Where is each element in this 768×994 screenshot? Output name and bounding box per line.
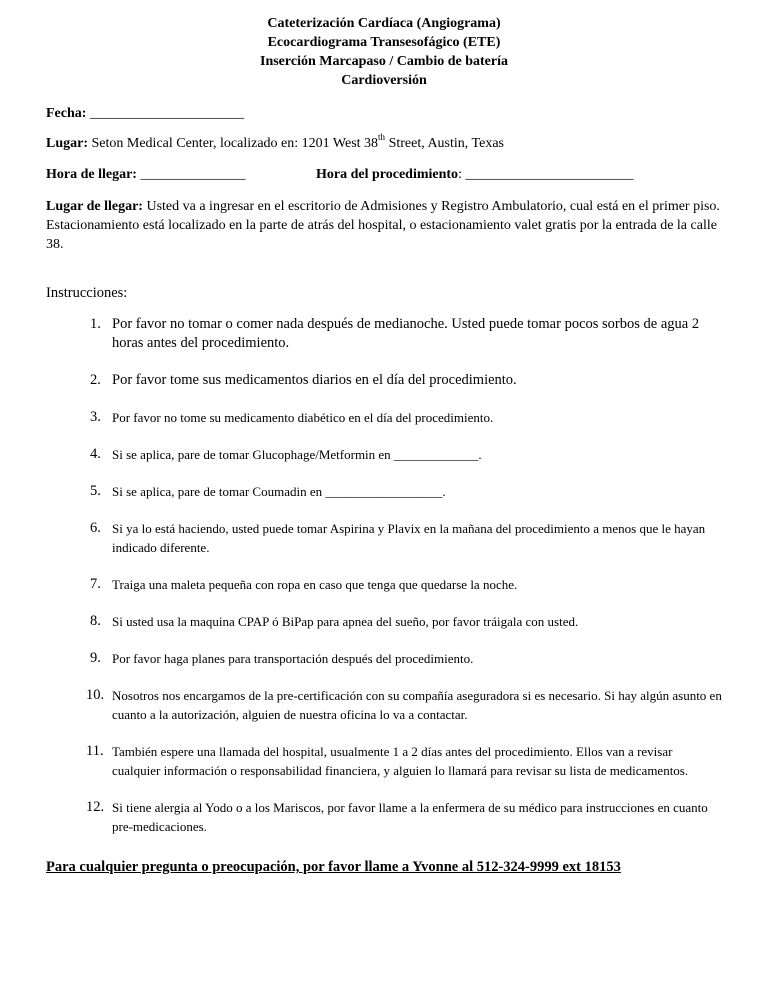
list-item — [46, 686, 722, 724]
item-text: Si se aplica, pare de tomar Glucophage/Metformin en _____________. — [112, 447, 482, 462]
item-text: Traiga una maleta pequeña con ropa en caso que tenga que quedarse la noche. — [112, 577, 518, 592]
list-item — [46, 649, 722, 668]
item-number: 6. — [90, 520, 101, 536]
location-sup: th — [378, 132, 386, 143]
time-row — [46, 165, 722, 184]
item-text: Si ya lo está haciendo, usted puede tomar Aspirina y Plavix en la mañana del procedimiento a menos que le hayan indicado diferente. — [112, 521, 706, 555]
arrival-place-label: Lugar de llegar: — [46, 199, 143, 214]
item-text: Por favor no tomar o comer nada después de medianoche. Usted puede tomar pocos sorbos de agua 2 horas antes del procedimiento. — [112, 316, 700, 351]
item-number: 3. — [90, 409, 101, 425]
item-text: Por favor tome sus medicamentos diarios en el día del procedimiento. — [112, 372, 517, 388]
item-number: 11. — [86, 743, 104, 759]
list-item — [46, 371, 722, 390]
title-pacemaker: Inserción Marcapaso / Cambio de batería — [260, 54, 508, 69]
item-number: 2. — [90, 372, 101, 388]
item-text: También espere una llamada del hospital, usualmente 1 a 2 días antes del procedimiento. Ellos van a revisar cualquier información o responsabilidad financiera, y alguien lo llamará para revisar su lista de medicamentos. — [112, 744, 689, 778]
procedure-time-field — [316, 165, 633, 184]
contact-line: Para cualquier pregunta o preocupación, por favor llame a Yvonne al 512-324-9999 ext 18153 — [46, 859, 621, 875]
item-number: 10. — [86, 687, 105, 703]
item-number: 5. — [90, 483, 101, 499]
arrival-time-label: Hora de llegar: — [46, 167, 137, 182]
arrival-time-field — [46, 165, 316, 184]
list-item — [46, 408, 722, 427]
location-text-a: Seton Medical Center, localizado en: 1201 West 38 — [88, 136, 379, 151]
list-item — [46, 445, 722, 464]
date-blank: ______________________ — [86, 106, 244, 121]
arrival-place-text: Usted va a ingresar en el escritorio de Admisiones y Registro Ambulatorio, cual está en el primer piso. Estacionamiento está localizado en la parte de atrás del hospital, o estacionamiento valet gratis por la entrada de la calle 38. — [46, 199, 720, 252]
instructions-list — [46, 315, 722, 836]
date-label: Fecha: — [46, 106, 87, 121]
date-field — [46, 104, 722, 123]
procedure-time-colon: : — [458, 167, 462, 182]
item-number: 4. — [90, 446, 101, 462]
document-title-block — [46, 0, 722, 90]
list-item — [46, 575, 722, 594]
item-text: Si se aplica, pare de tomar Coumadin en __________________. — [112, 484, 446, 499]
list-item — [46, 742, 722, 780]
item-number: 9. — [90, 650, 101, 666]
item-number: 8. — [90, 613, 101, 629]
list-item — [46, 482, 722, 501]
procedure-time-blank: ________________________ — [461, 167, 634, 182]
item-text: Por favor haga planes para transportación después del procedimiento. — [112, 651, 474, 666]
instructions-heading: Instrucciones: — [46, 285, 128, 301]
item-number: 1. — [90, 316, 101, 332]
arrival-time-blank: _______________ — [136, 167, 246, 182]
list-item — [46, 315, 722, 353]
item-text: Nosotros nos encargamos de la pre-certificación con su compañía aseguradora si es necesario. Si hay algún asunto en cuanto a la autorización, alguien de nuestra oficina lo va a contactar. — [112, 688, 722, 722]
list-item — [46, 612, 722, 631]
procedure-time-label: Hora del procedimiento — [316, 167, 459, 182]
title-catheterization: Cateterización Cardíaca (Angiograma) — [267, 16, 501, 31]
title-cardioversion: Cardioversión — [341, 73, 427, 88]
location-field — [46, 134, 722, 153]
item-text: Por favor no tome su medicamento diabético en el día del procedimiento. — [112, 410, 494, 425]
title-echocardiogram: Ecocardiograma Transesofágico (ETE) — [267, 35, 501, 50]
item-number: 12. — [86, 799, 105, 815]
list-item — [46, 519, 722, 557]
item-text: Si tiene alergia al Yodo o a los Mariscos, por favor llame a la enfermera de su médico para instrucciones en cuanto pre-medicaciones. — [112, 800, 708, 834]
location-label: Lugar: — [46, 136, 88, 151]
item-number: 7. — [90, 576, 101, 592]
location-text-b: Street, Austin, Texas — [385, 136, 504, 151]
arrival-place-paragraph — [46, 197, 722, 254]
list-item — [46, 798, 722, 836]
item-text: Si usted usa la maquina CPAP ó BiPap para apnea del sueño, por favor tráigala con usted. — [112, 614, 579, 629]
